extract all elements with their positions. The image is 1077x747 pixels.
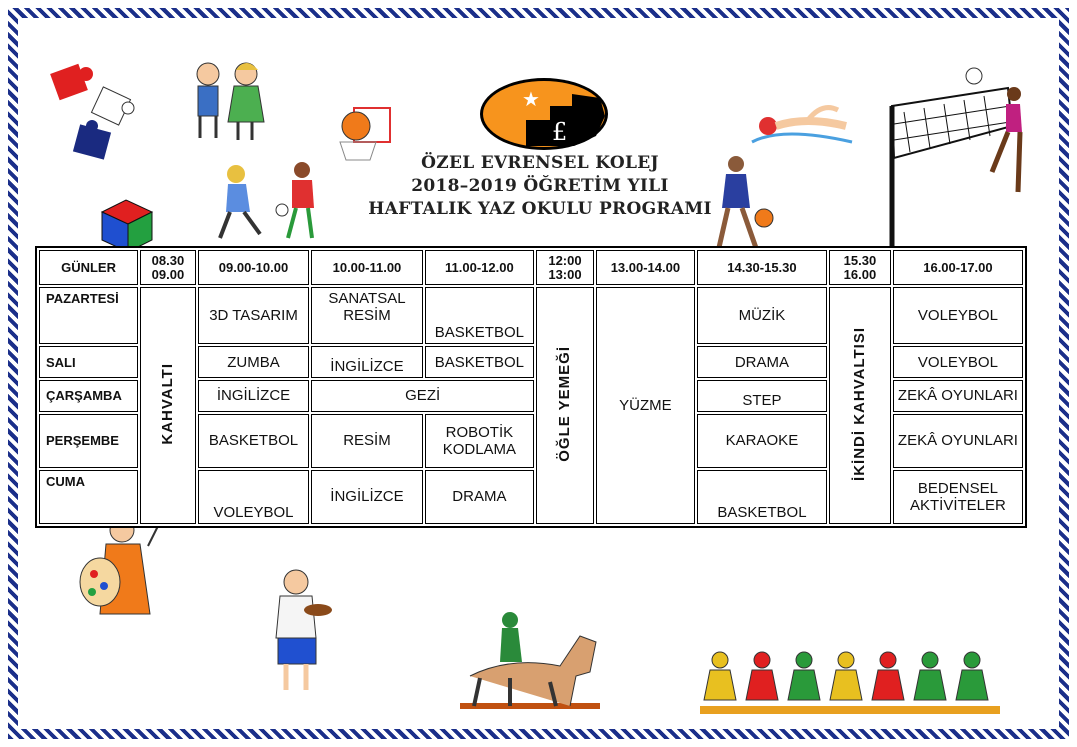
activity-cell: RESİM xyxy=(311,414,422,468)
activity-cell: VOLEYBOL xyxy=(893,346,1023,378)
breakfast-label: KAHVALTI xyxy=(159,362,177,445)
activity-cell: ZUMBA xyxy=(198,346,309,378)
header-time: 10.00-11.00 xyxy=(311,250,422,285)
day-cell: CUMA xyxy=(39,470,138,524)
afternoon-break-cell xyxy=(829,287,891,524)
activity-cell: STEP xyxy=(697,380,827,412)
puzzle-pieces-image xyxy=(46,62,146,172)
children-chain-image xyxy=(700,648,1000,716)
header-row xyxy=(39,250,1023,285)
activity-cell: BASKETBOL xyxy=(697,470,827,524)
school-name: ÖZEL EVRENSEL KOLEJ xyxy=(421,153,659,173)
header-time: 14.30-15.30 xyxy=(697,250,827,285)
activity-cell: DRAMA xyxy=(425,470,534,524)
header-time: 13.00-14.00 xyxy=(596,250,695,285)
header-time: 15.30 16.00 xyxy=(829,250,891,285)
activity-cell: İNGİLİZCE xyxy=(198,380,309,412)
activity-cell: BASKETBOL xyxy=(425,287,534,344)
activity-cell: MÜZİK xyxy=(697,287,827,344)
schedule-table xyxy=(35,246,1027,528)
volleyball-player-image xyxy=(884,66,1034,256)
table-row xyxy=(39,287,1023,344)
activity-cell: 3D TASARIM xyxy=(198,287,309,344)
header-time: 11.00-12.00 xyxy=(425,250,534,285)
basketball-player-image xyxy=(702,154,782,258)
header-time: 16.00-17.00 xyxy=(893,250,1023,285)
swim-cell: YÜZME xyxy=(596,287,695,524)
school-year: 2018–2019 ÖĞRETİM YILI xyxy=(411,176,669,196)
day-cell: SALI xyxy=(39,346,138,378)
header-time: 12:00 13:00 xyxy=(536,250,594,285)
school-logo xyxy=(478,76,610,152)
header-time: 09.00-10.00 xyxy=(198,250,309,285)
header-days: GÜNLER xyxy=(39,250,138,285)
day-cell: PERŞEMBE xyxy=(39,414,138,468)
activity-cell: BEDENSEL AKTİVİTELER xyxy=(893,470,1023,524)
swimmer-image xyxy=(748,102,858,158)
day-cell: PAZARTESİ xyxy=(39,287,138,344)
activity-cell: ZEKÂ OYUNLARI xyxy=(893,414,1023,468)
activity-cell: İNGİLİZCE xyxy=(311,470,422,524)
activity-cell: SANATSAL RESİM xyxy=(311,287,422,344)
activity-cell: KARAOKE xyxy=(697,414,827,468)
activity-cell: BASKETBOL xyxy=(198,414,309,468)
logo-star: ★ xyxy=(522,89,540,111)
activity-cell: VOLEYBOL xyxy=(198,470,309,524)
lunch-cell xyxy=(536,287,594,524)
activity-cell: ROBOTİK KODLAMA xyxy=(425,414,534,468)
activity-cell: ZEKÂ OYUNLARI xyxy=(893,380,1023,412)
lunch-label: ÖĞLE YEMEĞİ xyxy=(556,345,574,462)
activity-cell: GEZİ xyxy=(311,380,534,412)
activity-cell: DRAMA xyxy=(697,346,827,378)
activity-cell: VOLEYBOL xyxy=(893,287,1023,344)
title-block xyxy=(350,152,730,221)
afternoon-break-label: İKİNDİ KAHVALTISI xyxy=(851,326,869,481)
activity-cell: İNGİLİZCE xyxy=(311,346,422,378)
violin-kid-image xyxy=(256,568,346,698)
two-kids-image xyxy=(186,60,276,145)
horse-rider-image xyxy=(450,606,610,722)
logo-glyph: £ xyxy=(552,118,568,146)
day-cell: ÇARŞAMBA xyxy=(39,380,138,412)
activity-cell: BASKETBOL xyxy=(425,346,534,378)
header-time: 08.30 09.00 xyxy=(140,250,196,285)
program-title: HAFTALIK YAZ OKULU PROGRAMI xyxy=(368,199,712,219)
basketball-hoop-image xyxy=(334,104,396,166)
football-kids-image xyxy=(204,160,324,252)
breakfast-cell xyxy=(140,287,196,524)
